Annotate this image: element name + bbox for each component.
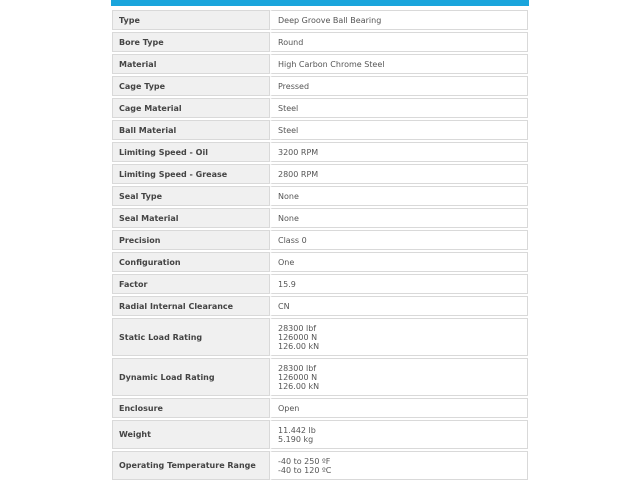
spec-label: Seal Material xyxy=(112,208,270,228)
spec-value xyxy=(270,10,528,30)
spec-row xyxy=(112,120,528,140)
spec-label: Ball Material xyxy=(112,120,270,140)
spec-value-line: One xyxy=(278,257,295,267)
spec-value-line: 28300 lbf xyxy=(278,363,317,373)
spec-value-line: 3200 RPM xyxy=(278,147,319,157)
spec-value-line: Open xyxy=(278,403,300,413)
spec-row xyxy=(112,451,528,480)
spec-value xyxy=(270,120,528,140)
spec-row xyxy=(112,230,528,250)
spec-label: Dynamic Load Rating xyxy=(112,358,270,396)
spec-value xyxy=(270,398,528,418)
spec-label: Weight xyxy=(112,420,270,449)
spec-value-line: -40 to 120 ºC xyxy=(278,465,332,475)
spec-label: Cage Material xyxy=(112,98,270,118)
spec-value-line: None xyxy=(278,191,299,201)
spec-label: Radial Internal Clearance xyxy=(112,296,270,316)
spec-value-line: 126000 N xyxy=(278,372,318,382)
spec-row xyxy=(112,296,528,316)
spec-value xyxy=(270,142,528,162)
spec-label: Bore Type xyxy=(112,32,270,52)
spec-row xyxy=(112,186,528,206)
spec-label: Factor xyxy=(112,274,270,294)
spec-value-line: Pressed xyxy=(278,81,310,91)
spec-row xyxy=(112,318,528,356)
spec-value-line: 28300 lbf xyxy=(278,323,317,333)
spec-row xyxy=(112,32,528,52)
spec-value-line: 126000 N xyxy=(278,332,318,342)
spec-value xyxy=(270,230,528,250)
spec-value xyxy=(270,252,528,272)
specifications-table xyxy=(112,8,528,482)
spec-value-line: -40 to 250 ºF xyxy=(278,456,331,466)
spec-label: Configuration xyxy=(112,252,270,272)
spec-value xyxy=(270,296,528,316)
spec-value xyxy=(270,32,528,52)
spec-label: Operating Temperature Range xyxy=(112,451,270,480)
spec-row xyxy=(112,208,528,228)
spec-row xyxy=(112,358,528,396)
spec-label: Cage Type xyxy=(112,76,270,96)
spec-row xyxy=(112,252,528,272)
spec-value-line: 2800 RPM xyxy=(278,169,319,179)
spec-value-line: 11.442 lb xyxy=(278,425,316,435)
spec-label: Static Load Rating xyxy=(112,318,270,356)
spec-value xyxy=(270,420,528,449)
spec-value-line: None xyxy=(278,213,299,223)
section-header-bar xyxy=(111,0,529,6)
spec-value-line: Class 0 xyxy=(278,235,307,245)
spec-value xyxy=(270,98,528,118)
spec-value xyxy=(270,76,528,96)
spec-label: Material xyxy=(112,54,270,74)
spec-value xyxy=(270,274,528,294)
spec-row xyxy=(112,164,528,184)
spec-value-line: Steel xyxy=(278,125,299,135)
spec-label: Precision xyxy=(112,230,270,250)
spec-value xyxy=(270,54,528,74)
spec-value xyxy=(270,164,528,184)
spec-value xyxy=(270,358,528,396)
spec-value xyxy=(270,208,528,228)
spec-row xyxy=(112,98,528,118)
spec-label: Type xyxy=(112,10,270,30)
spec-row xyxy=(112,76,528,96)
spec-value-line: High Carbon Chrome Steel xyxy=(278,59,385,69)
spec-value-line: 126.00 kN xyxy=(278,341,320,351)
spec-value-line: Deep Groove Ball Bearing xyxy=(278,15,382,25)
spec-value-line: 126.00 kN xyxy=(278,381,320,391)
spec-value-line: 5.190 kg xyxy=(278,434,314,444)
spec-value xyxy=(270,186,528,206)
specifications-table-body xyxy=(112,10,528,480)
spec-value-line: Round xyxy=(278,37,304,47)
spec-row xyxy=(112,274,528,294)
spec-value xyxy=(270,318,528,356)
spec-value-line: Steel xyxy=(278,103,299,113)
spec-row xyxy=(112,10,528,30)
spec-value-line: 15.9 xyxy=(278,279,296,289)
spec-value xyxy=(270,451,528,480)
spec-value-line: CN xyxy=(278,301,290,311)
spec-row xyxy=(112,142,528,162)
spec-label: Seal Type xyxy=(112,186,270,206)
spec-row xyxy=(112,54,528,74)
spec-label: Limiting Speed - Oil xyxy=(112,142,270,162)
spec-row xyxy=(112,420,528,449)
spec-label: Enclosure xyxy=(112,398,270,418)
spec-row xyxy=(112,398,528,418)
spec-label: Limiting Speed - Grease xyxy=(112,164,270,184)
